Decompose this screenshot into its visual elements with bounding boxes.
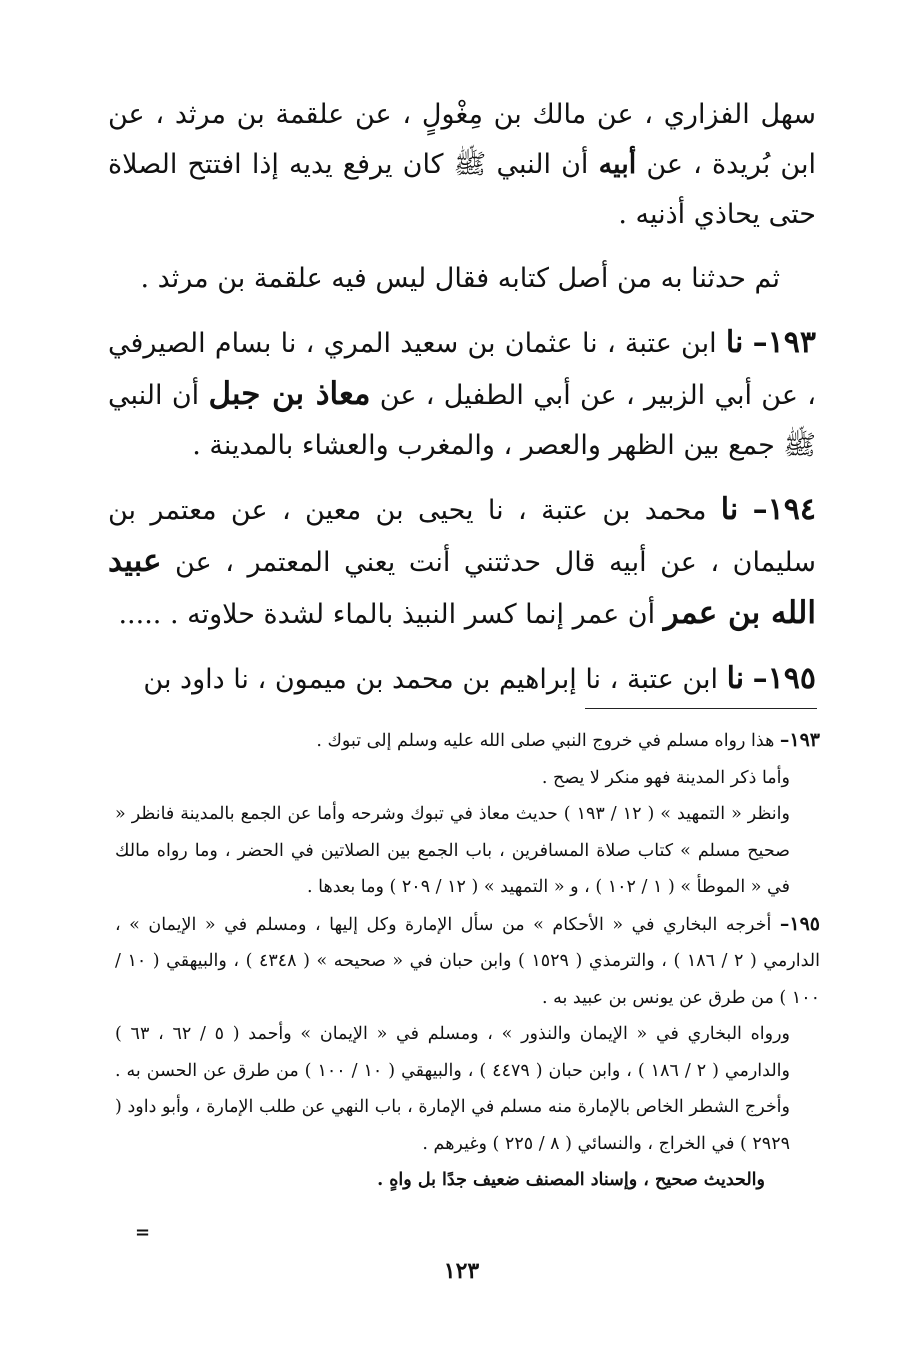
narrator-name: أبيه bbox=[598, 149, 637, 180]
narrator-name: عبيد الله بن عمر bbox=[108, 543, 816, 631]
footnote-number: ١٩٥– bbox=[779, 912, 820, 935]
footnotes bbox=[115, 722, 820, 1199]
hadith-number: ١٩٤– bbox=[752, 492, 816, 527]
footnote-divider bbox=[585, 708, 817, 709]
hadith-number: ١٩٥– bbox=[752, 661, 816, 696]
footnote-195: ١٩٥– أخرجه البخاري في « الأحكام » من سأل الإمارة وكل إليها ، ومسلم في « الإيمان » ، الدارمي ( ٢ / ١٨٦ ) ، والترمذي ( ١٥٢٩ ) وابن حبان في « صحيحه » ( ٤٣٤٨ ) ، والبيهقي ( ١٠ / ١٠٠ ) من طرق عن يونس بن عبيد به . bbox=[115, 912, 820, 1008]
continuation-mark: = bbox=[135, 1222, 151, 1243]
footnote-line: ورواه البخاري في « الإيمان والنذور » ، ومسلم في « الإيمان » وأحمد ( ٥ / ٦٢ ، ٦٣ ) والدارمي ( ٢ / ١٨٦ ) ، وابن حبان ( ٤٤٧٩ ) ، والبيهقي ( ١٠ / ١٠٠ ) من طرق عن الحسن به . وأخرج الشطر الخاص بالإمارة منه مسلم في الإمارة ، باب النهي عن طلب الإمارة ، وأبو داود ( ٢٩٢٩ ) في الخراج ، والنسائي ( ٨ / ٢٢٥ ) وغيرهم . bbox=[115, 1024, 790, 1154]
footnote-line: وانظر « التمهيد » ( ١٢ / ١٩٣ ) حديث معاذ في تبوك وشرحه وأما عن الجمع بالمدينة فانظر « صحيح مسلم » كتاب صلاة المسافرين ، باب الجمع بين الصلاتين في الحضر ، وما رواه مالك في « الموطأ » ( ١ / ١٠٢ ) ، و « التمهيد » ( ١٢ / ٢٠٩ ) وما بعدها . bbox=[115, 804, 790, 897]
narrator-name: معاذ بن جبل bbox=[208, 376, 371, 412]
main-text bbox=[108, 90, 816, 719]
footnote-conclusion: والحديث صحيح ، وإسناد المصنف ضعيف جدًا بل واهٍ . bbox=[377, 1170, 765, 1190]
hadith-195: ١٩٥– نا ابن عتبة ، نا إبراهيم بن محمد بن ميمون ، نا داود بن bbox=[143, 661, 816, 696]
hadith-number: ١٩٣– bbox=[752, 325, 816, 360]
footnote-line: وأما ذكر المدينة فهو منكر لا يصح . bbox=[541, 767, 790, 788]
page-number: ١٢٣ bbox=[443, 1258, 480, 1284]
paragraph-note: ثم حدثنا به من أصل كتابه فقال ليس فيه علقمة بن مرثد . bbox=[140, 263, 780, 294]
paragraph-continuation: سهل الفزاري ، عن مالك بن مِغْولٍ ، عن علقمة بن مرثد ، عن ابن بُريدة ، عن أبيه أن النبي ﷺ كان يرفع يديه إذا افتتح الصلاة حتى يحاذي أذنيه . bbox=[108, 99, 816, 230]
footnote-193: ١٩٣– هذا رواه مسلم في خروج النبي صلى الله عليه وسلم إلى تبوك . bbox=[316, 729, 820, 751]
hadith-193: ١٩٣– نا ابن عتبة ، نا عثمان بن سعيد المري ، نا بسام الصيرفي ، عن أبي الزبير ، عن أبي الطفيل ، عن معاذ بن جبل أن النبي ﷺ جمع بين الظهر والعصر ، والمغرب والعشاء بالمدينة . bbox=[108, 325, 816, 461]
footnote-number: ١٩٣– bbox=[779, 729, 820, 751]
hadith-194: ١٩٤– نا محمد بن عتبة ، نا يحيى بن معين ، عن معتمر بن سليمان ، عن أبيه قال حدثتني أنت يعني المعتمر ، عن عبيد الله بن عمر أن عمر إنما كسر النبيذ بالماء لشدة حلاوته . ..... bbox=[108, 492, 816, 631]
